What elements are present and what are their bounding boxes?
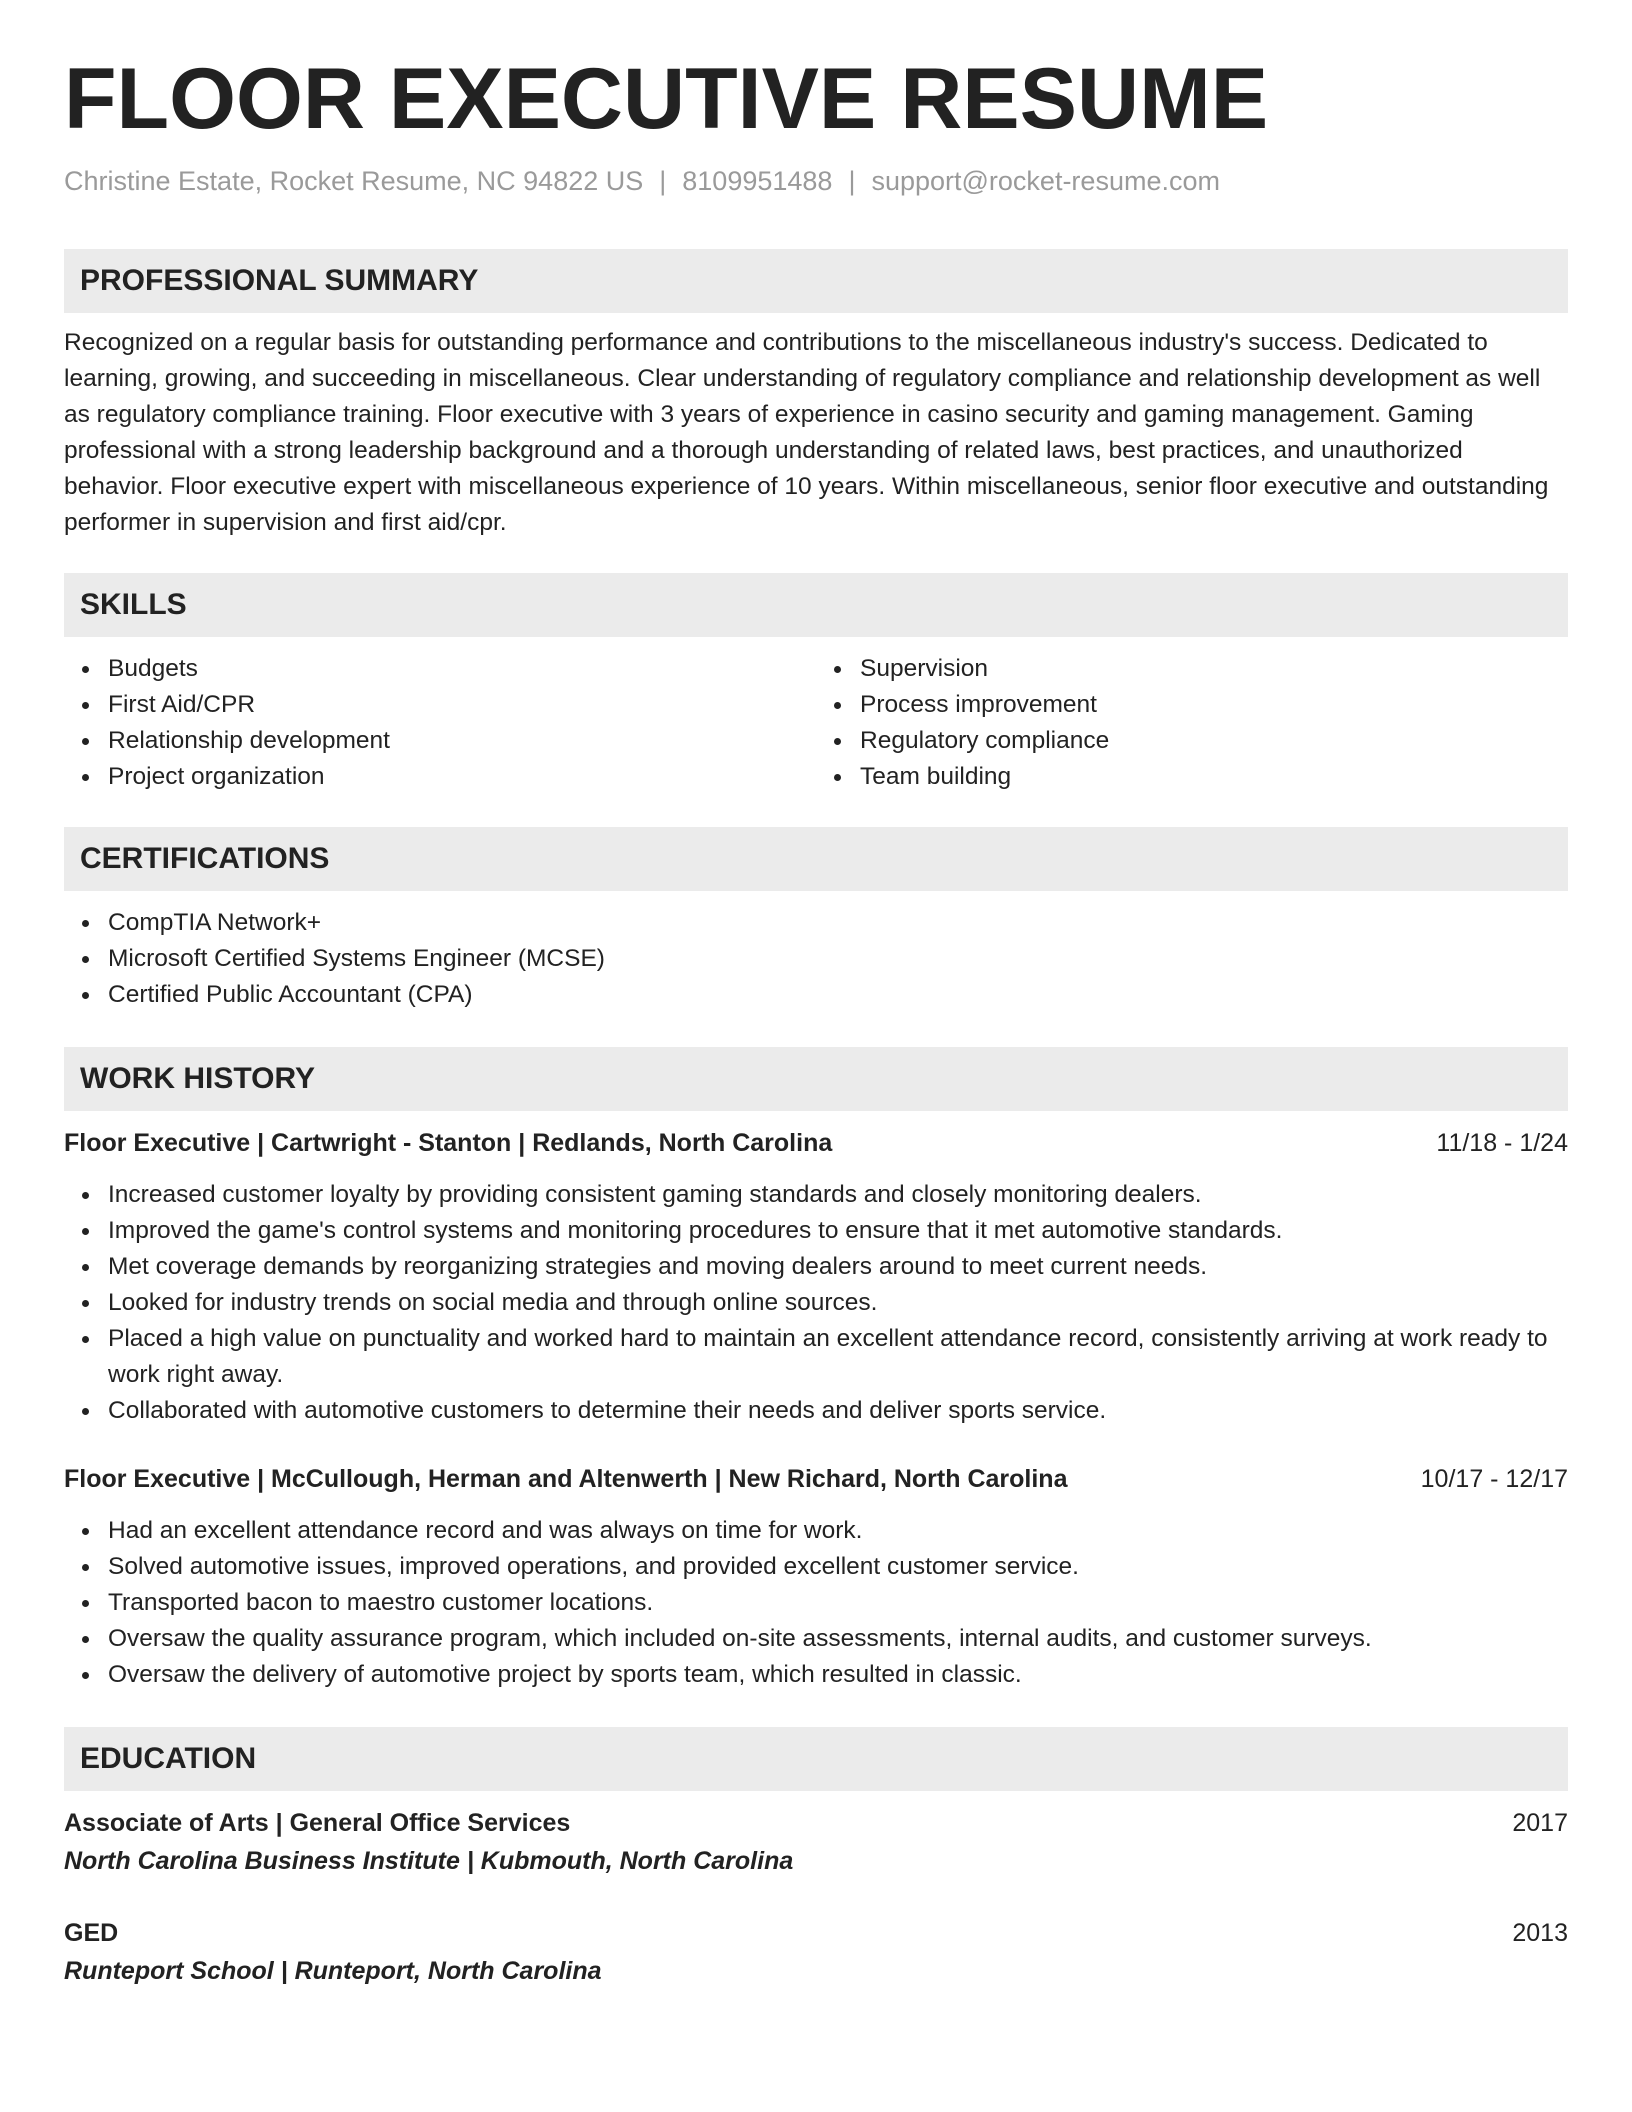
skill-item: Team building — [816, 759, 1568, 795]
work-history-heading: WORK HISTORY — [64, 1047, 1568, 1111]
education-heading: EDUCATION — [64, 1727, 1568, 1791]
job-title: Floor Executive | Cartwright - Stanton | Redlands, North Carolina — [64, 1129, 833, 1158]
contact-phone: 8109951488 — [682, 166, 833, 197]
job-header — [64, 1461, 1568, 1497]
certification-item: Certified Public Accountant (CPA) — [64, 977, 1568, 1013]
certification-item: CompTIA Network+ — [64, 905, 1568, 941]
education-year: 2017 — [1512, 1809, 1568, 1838]
skills-grid — [64, 651, 1568, 795]
contact-line — [64, 164, 1568, 199]
job-dates: 10/17 - 12/17 — [1420, 1465, 1568, 1494]
job-duty-item: Collaborated with automotive customers to determine their needs and deliver sports service. — [64, 1393, 1568, 1429]
job-duty-item: Placed a high value on punctuality and worked hard to maintain an excellent attendance record, consistently arriving at work ready to work right away. — [64, 1321, 1568, 1393]
job-dates: 11/18 - 1/24 — [1436, 1129, 1568, 1158]
job-entry — [64, 1125, 1568, 1429]
job-duty-item: Oversaw the delivery of automotive project by sports team, which resulted in classic. — [64, 1657, 1568, 1693]
certifications-section — [64, 827, 1568, 1013]
job-duty-item: Had an excellent attendance record and was always on time for work. — [64, 1513, 1568, 1549]
job-title: Floor Executive | McCullough, Herman and Altenwerth | New Richard, North Carolina — [64, 1465, 1068, 1494]
education-section — [64, 1727, 1568, 1989]
summary-text: Recognized on a regular basis for outstanding performance and contributions to the miscellaneous industry's success. Dedicated to learning, growing, and succeeding in miscellaneous. Clear understanding of regulatory compliance and relationship development as well as regulatory compliance training. Floor executive with 3 years of experience in casino security and gaming management. Gaming professional with a strong leadership background and a thorough understanding of related laws, best practices, and unauthorized behavior. Floor executive expert with miscellaneous experience of 10 years. Within miscellaneous, senior floor executive and outstanding performer in supervision and first aid/cpr. — [64, 329, 1549, 537]
work-history-section — [64, 1047, 1568, 1693]
skills-section — [64, 573, 1568, 795]
education-header — [64, 1915, 1568, 1951]
certifications-list — [64, 905, 1568, 1013]
education-entry — [64, 1915, 1568, 1989]
certification-item: Microsoft Certified Systems Engineer (MCSE) — [64, 941, 1568, 977]
skill-item: Budgets — [64, 651, 816, 687]
certifications-heading: CERTIFICATIONS — [64, 827, 1568, 891]
contact-address: Christine Estate, Rocket Resume, NC 94822 US — [64, 166, 644, 197]
skill-item: Process improvement — [816, 687, 1568, 723]
contact-email: support@rocket-resume.com — [871, 166, 1220, 197]
skill-item: Supervision — [816, 651, 1568, 687]
skills-list-right — [816, 651, 1568, 795]
job-duty-item: Oversaw the quality assurance program, which included on-site assessments, internal audits, and customer surveys. — [64, 1621, 1568, 1657]
skill-item: Relationship development — [64, 723, 816, 759]
resume-title: FLOOR EXECUTIVE RESUME — [64, 51, 1269, 147]
education-degree: Associate of Arts | General Office Services — [64, 1809, 571, 1838]
job-duty-item: Increased customer loyalty by providing consistent gaming standards and closely monitoring dealers. — [64, 1177, 1568, 1213]
job-duty-item: Solved automotive issues, improved operations, and provided excellent customer service. — [64, 1549, 1568, 1585]
skills-list-left — [64, 651, 816, 795]
education-school: North Carolina Business Institute | Kubmouth, North Carolina — [64, 1847, 794, 1876]
contact-separator: | — [848, 166, 856, 197]
job-duty-item: Met coverage demands by reorganizing strategies and moving dealers around to meet current needs. — [64, 1249, 1568, 1285]
job-header — [64, 1125, 1568, 1161]
skill-item: First Aid/CPR — [64, 687, 816, 723]
job-entry — [64, 1461, 1568, 1693]
education-school: Runteport School | Runteport, North Carolina — [64, 1957, 602, 1986]
education-header — [64, 1805, 1568, 1841]
job-duty-item: Transported bacon to maestro customer locations. — [64, 1585, 1568, 1621]
summary-heading: PROFESSIONAL SUMMARY — [64, 249, 1568, 313]
job-duties — [64, 1513, 1568, 1693]
job-duties — [64, 1177, 1568, 1429]
summary-section — [64, 249, 1568, 541]
job-duty-item: Looked for industry trends on social media and through online sources. — [64, 1285, 1568, 1321]
contact-separator: | — [659, 166, 667, 197]
job-duty-item: Improved the game's control systems and monitoring procedures to ensure that it met automotive standards. — [64, 1213, 1568, 1249]
skills-heading: SKILLS — [64, 573, 1568, 637]
education-degree: GED — [64, 1919, 119, 1948]
education-entry — [64, 1805, 1568, 1879]
education-year: 2013 — [1512, 1919, 1568, 1948]
skill-item: Regulatory compliance — [816, 723, 1568, 759]
skill-item: Project organization — [64, 759, 816, 795]
